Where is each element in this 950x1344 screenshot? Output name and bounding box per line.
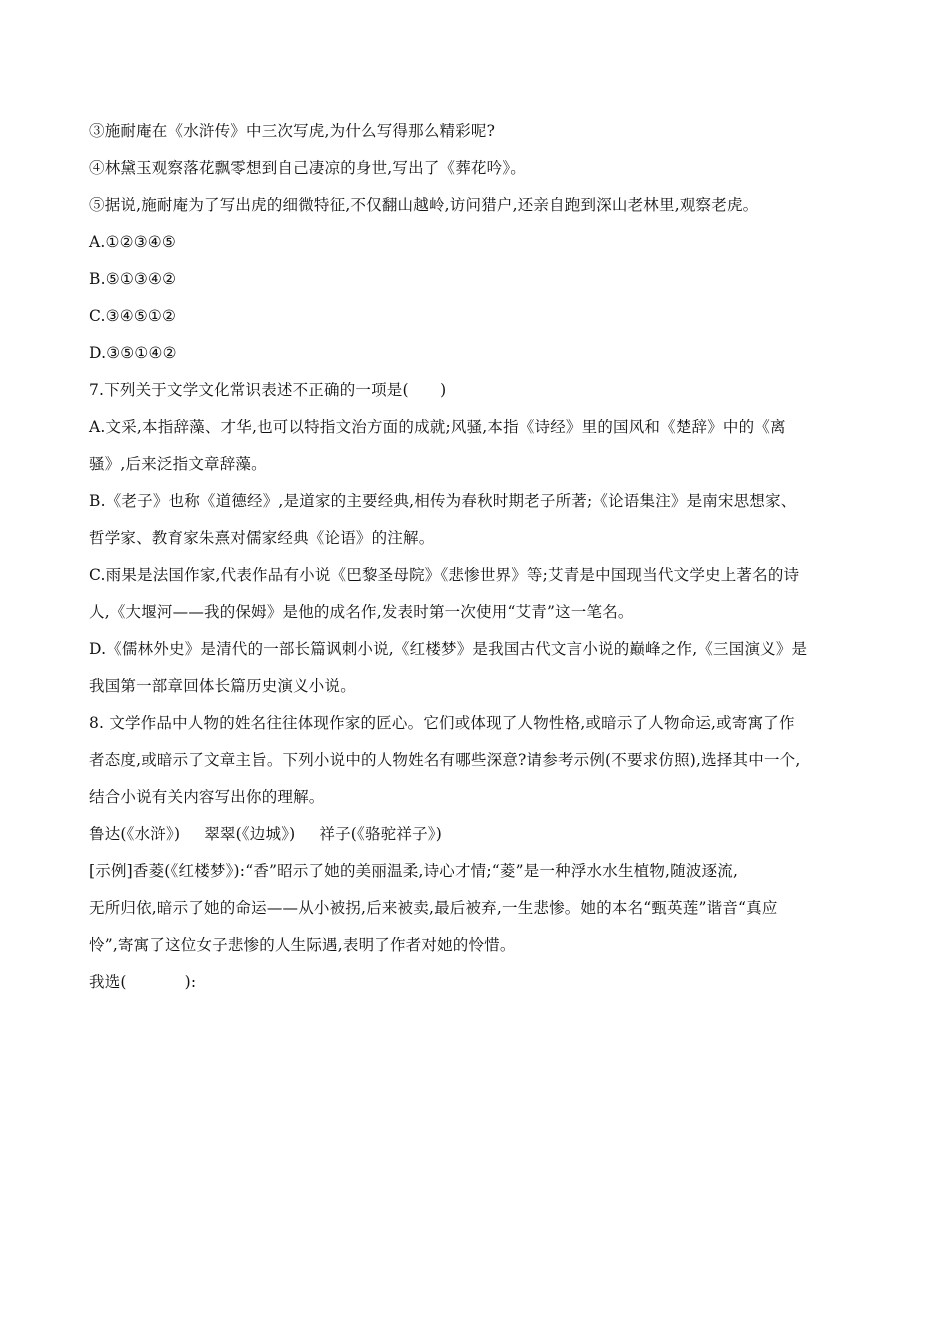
q7-option-d-line2: 我国第一部章回体长篇历史演义小说。 xyxy=(89,677,356,695)
q8-names-row xyxy=(89,816,869,853)
q6-item-5: ⑤据说,施耐庵为了写出虎的细微特征,不仅翻山越岭,访问猎户,还亲自跑到深山老林里,观察老虎。 xyxy=(89,196,759,214)
q7-stem: 7.下列关于文学文化常识表述不正确的一项是( ) xyxy=(89,381,447,399)
q8-stem-line1: 8. 文学作品中人物的姓名往往体现作家的匠心。它们或体现了人物性格,或暗示了人物命运,或寄寓了作 xyxy=(89,714,795,732)
q7-option-d-line1: D.《儒林外史》是清代的一部长篇讽刺小说,《红楼梦》是我国古代文言小说的巅峰之作,《三国演义》是 xyxy=(89,640,808,658)
q7-option-c-line2: 人,《大堰河——我的保姆》是他的成名作,发表时第一次使用“艾青”这一笔名。 xyxy=(89,603,634,621)
q8-stem-line3: 结合小说有关内容写出你的理解。 xyxy=(89,788,325,806)
q7-option-a-line1: A.文采,本指辞藻、才华,也可以特指文治方面的成就;风骚,本指《诗经》里的国风和《楚辞》中的《离 xyxy=(89,418,786,436)
q7-option-b-line1: B.《老子》也称《道德经》,是道家的主要经典,相传为春秋时期老子所著;《论语集注》是南宋思想家、 xyxy=(89,492,797,510)
q6-option-a: A.①②③④⑤ xyxy=(89,233,176,251)
q8-answer-suffix: ): xyxy=(184,973,197,991)
q6-option-d: D.③⑤①④② xyxy=(89,344,177,362)
q6-item-4: ④林黛玉观察落花飘零想到自己凄凉的身世,写出了《葬花吟》。 xyxy=(89,159,526,177)
q6-option-b: B.⑤①③④② xyxy=(89,270,177,288)
q6-option-c: C.③④⑤①② xyxy=(89,307,177,325)
q8-stem-line2: 者态度,或暗示了文章主旨。下列小说中的人物姓名有哪些深意?请参考示例(不要求仿照),选择其中一个, xyxy=(89,751,801,769)
q8-example-line3: 怜”,寄寓了这位女子悲惨的人生际遇,表明了作者对她的怜惜。 xyxy=(89,936,516,954)
q8-name-cuicui: 翠翠(《边城》) xyxy=(204,825,296,843)
q7-option-a-line2: 骚》,后来泛指文章辞藻。 xyxy=(89,455,267,473)
q8-name-luda: 鲁达(《水浒》) xyxy=(89,825,181,843)
q7-option-b-line2: 哲学家、教育家朱熹对儒家经典《论语》的注解。 xyxy=(89,529,435,547)
q6-item-3: ③施耐庵在《水浒传》中三次写虎,为什么写得那么精彩呢? xyxy=(89,122,496,140)
q7-option-c-line1: C.雨果是法国作家,代表作品有小说《巴黎圣母院》《悲惨世界》等;艾青是中国现当代文学史上著名的诗 xyxy=(89,566,800,584)
q8-answer-line xyxy=(89,964,869,1001)
q8-answer-prefix: 我选( xyxy=(89,973,127,991)
q8-name-xiangzi: 祥子(《骆驼祥子》) xyxy=(319,825,443,843)
q8-example-line1: [示例]香菱(《红楼梦》):“香”昭示了她的美丽温柔,诗心才情;“菱”是一种浮水水生植物,随波逐流, xyxy=(89,862,739,880)
document-page xyxy=(89,113,869,1001)
q8-example-line2: 无所归依,暗示了她的命运——从小被拐,后来被卖,最后被弃,一生悲惨。她的本名“甄英莲”谐音“真应 xyxy=(89,899,778,917)
